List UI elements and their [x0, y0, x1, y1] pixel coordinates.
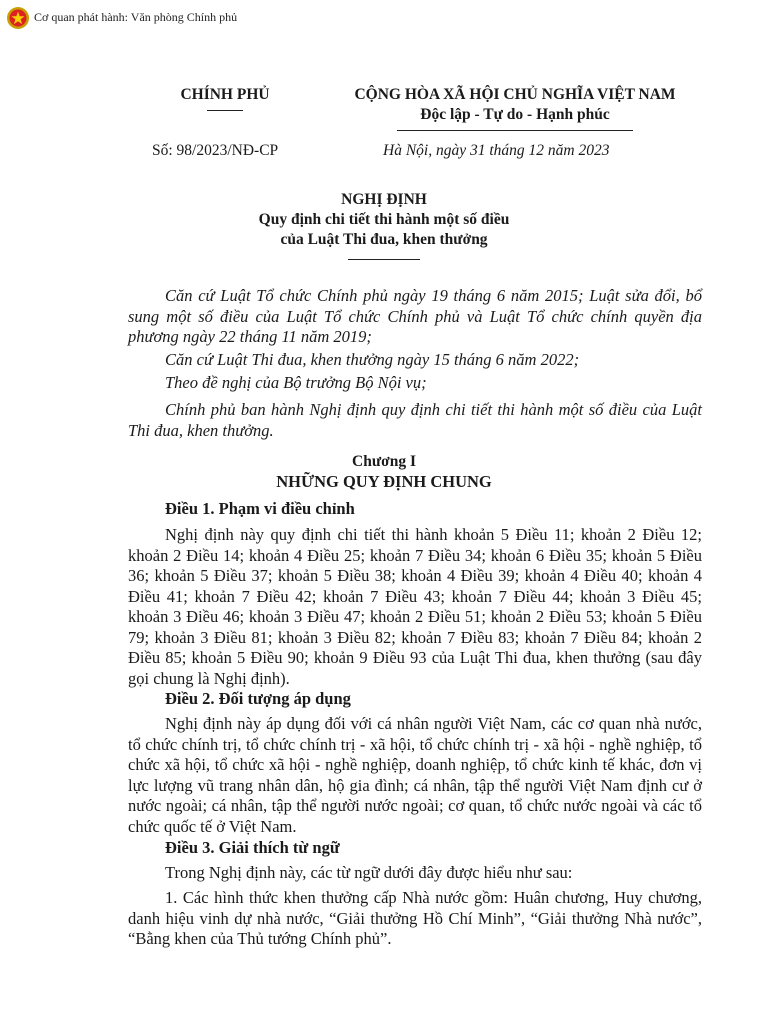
chapter-name: NHỮNG QUY ĐỊNH CHUNG — [276, 472, 492, 491]
motto: Độc lập - Tự do - Hạnh phúc — [420, 106, 610, 123]
national-emblem-icon — [6, 6, 30, 30]
issuer-label: Cơ quan phát hành: Văn phòng Chính phủ — [34, 10, 238, 24]
preamble-paragraph: Căn cứ Luật Tổ chức Chính phủ ngày 19 tháng 6 năm 2015; Luật sửa đổi, bổ sung một số điều của Luật Tổ chức Chính phủ và Luật Tổ chức chính quyền địa phương ngày 22 tháng 11 năm 2019; — [128, 286, 702, 346]
document-number: Số: 98/2023/NĐ-CP — [152, 142, 279, 159]
article-item: 1. Các hình thức khen thưởng cấp Nhà nước gồm: Huân chương, Huy chương, danh hiệu vinh dự nhà nước, “Giải thưởng Hồ Chí Minh”, “Giải thưởng Nhà nước”, “Bằng khen của Thủ tướng Chính phủ”. — [128, 888, 702, 948]
preamble-paragraph: Theo đề nghị của Bộ trưởng Bộ Nội vụ; — [165, 373, 427, 392]
article-heading: Điều 1. Phạm vi điều chỉnh — [165, 499, 355, 518]
chapter-number: Chương I — [352, 453, 416, 470]
preamble-paragraph: Chính phủ ban hành Nghị định quy định chi tiết thi hành một số điều của Luật Thi đua, khen thưởng. — [128, 400, 702, 440]
title-underline — [348, 259, 420, 260]
document-type: NGHỊ ĐỊNH — [341, 191, 427, 208]
issuer-bar — [0, 0, 768, 36]
title-line-1: Quy định chi tiết thi hành một số điều — [258, 211, 510, 228]
motto-underline — [397, 130, 633, 131]
org-name: CHÍNH PHỦ — [180, 86, 270, 103]
article-heading: Điều 2. Đối tượng áp dụng — [165, 689, 351, 708]
article-text: Nghị định này áp dụng đối với cá nhân người Việt Nam, các cơ quan nhà nước, tổ chức chính trị, tổ chức chính trị - xã hội, tổ chức chính trị - xã hội - nghề nghiệp, tổ chức xã hội, tổ chức xã hội - nghề nghiệp, doanh nghiệp, tổ chức kinh tế khác, đơn vị lực lượng vũ trang nhân dân, hộ gia đình; cá nhân, tập thể người Việt Nam định cư ở nước ngoài; cá nhân, tập thể người nước ngoài; cơ quan, tổ chức nước ngoài và các tổ chức quốc tế ở Việt Nam. — [128, 714, 702, 836]
header-org-block — [160, 86, 290, 111]
title-line-2: của Luật Thi đua, khen thưởng — [280, 231, 488, 248]
document-title — [0, 190, 768, 260]
article-text: Trong Nghị định này, các từ ngữ dưới đây được hiểu như sau: — [165, 863, 573, 882]
preamble-paragraph: Căn cứ Luật Thi đua, khen thưởng ngày 15 tháng 6 năm 2022; — [165, 350, 580, 369]
article-heading: Điều 3. Giải thích từ ngữ — [165, 838, 340, 857]
article-text: Nghị định này quy định chi tiết thi hành khoản 5 Điều 11; khoản 2 Điều 12; khoản 2 Điều 14; khoản 4 Điều 25; khoản 7 Điều 34; khoản 6 Điều 35; khoản 5 Điều 36; khoản 5 Điều 37; khoản 5 Điều 38; khoản 4 Điều 39; khoản 4 Điều 40; khoản 4 Điều 41; khoản 7 Điều 42; khoản 7 Điều 43; khoản 7 Điều 44; khoản 3 Điều 45; khoản 3 Điều 46; khoản 3 Điều 47; khoản 2 Điều 51; khoản 2 Điều 53; khoản 5 Điều 79; khoản 3 Điều 81; khoản 3 Điều 82; khoản 7 Điều 83; khoản 7 Điều 84; khoản 2 Điều 85; khoản 5 Điều 90; khoản 9 Điều 93 của Luật Thi đua, khen thưởng (sau đây gọi chung là Nghị định). — [128, 525, 702, 688]
header-nation-block — [330, 86, 700, 131]
place-date: Hà Nội, ngày 31 tháng 12 năm 2023 — [383, 142, 610, 159]
org-underline — [207, 110, 243, 111]
nation-name: CỘNG HÒA XÃ HỘI CHỦ NGHĨA VIỆT NAM — [354, 86, 676, 103]
